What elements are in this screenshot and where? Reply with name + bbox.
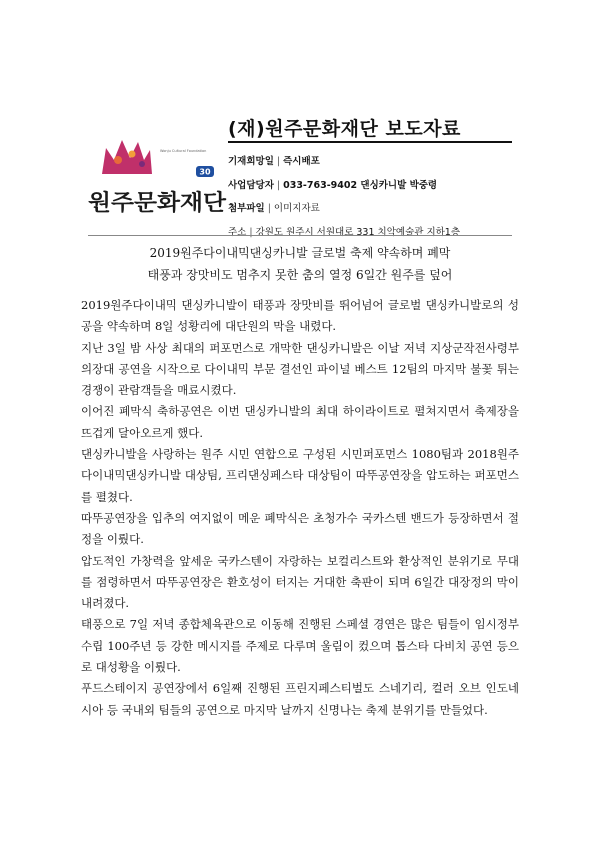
headline-line-2: 태풍과 장맛비도 멈추지 못한 춤의 열정 6일간 원주를 덮어: [147, 268, 453, 282]
body-paragraph: 푸드스테이지 공연장에서 6일째 진행된 프린지페스티벌도 스네기리, 컬러 오브 인도네시아 등 국내외 팀들의 공연으로 마지막 날까지 신명나는 축제 분위기를 만들었다.: [81, 681, 519, 717]
info-label: 기재희망일: [228, 156, 274, 167]
info-value: 033-763-9402 댄싱카니발 박중령: [283, 180, 438, 191]
body-paragraph: 2019원주다이내믹 댄싱카니발이 태풍과 장맛비를 뛰어넘어 글로벌 댄싱카니발로의 성공을 약속하며 8일 성황리에 대단원의 막을 내렸다.: [81, 298, 519, 334]
headline-line-1: 2019원주다이내믹댄싱카니발 글로벌 축제 약속하며 폐막: [149, 246, 451, 260]
article-body: [81, 295, 519, 721]
title-divider: [228, 141, 512, 143]
logo-badge-text: 30: [199, 167, 211, 177]
body-paragraph: 댄싱카니발을 사랑하는 원주 시민 연합으로 구성된 시민퍼포먼스 1080팀과 2018원주다이내믹댄싱카니발 대상팀, 프리댄싱페스타 대상팀이 따뚜공연장을 압도하는 퍼포먼스를 펼쳤다.: [81, 447, 519, 504]
info-label: 사업담당자: [228, 180, 274, 191]
body-paragraph: 따뚜공연장을 입추의 여지없이 메운 폐막식은 초청가수 국카스텐 밴드가 등장하면서 절정을 이뤘다.: [81, 510, 519, 547]
info-row-attachment: 첨부파일 | 이미지자료: [228, 203, 320, 214]
info-value: 이미지자료: [273, 203, 320, 214]
logo-text: 원주문화재단: [88, 191, 216, 216]
logo-emblem-icon: [102, 140, 152, 174]
info-row-contact: 사업담당자 | 033-763-9402 댄싱카니발 박중령: [228, 180, 438, 191]
info-value: 강원도 원주시 서원대로 331 치악예술관 지하1층: [255, 227, 461, 238]
info-label: 첨부파일: [228, 203, 265, 214]
body-paragraph: 압도적인 가창력을 앞세운 국카스텐이 자랑하는 보컬리스트와 환상적인 분위기로 무대를 점령하면서 따뚜공연장은 환호성이 터지는 거대한 축판이 되며 6일간 대장정의 막이 내려졌다.: [81, 553, 519, 611]
body-paragraph: 태풍으로 7일 저녁 종합체육관으로 이동해 진행된 스페셜 경연은 많은 팀들이 임시정부수립 100주년 등 강한 메시지를 주제로 다루며 울림이 컸으며 톱스타 다비치 공연 등으로 대성황을 이뤘다.: [81, 617, 519, 675]
logo-small-text: Wonju Cultural Foundation: [160, 149, 207, 153]
info-label: 주소: [228, 227, 247, 238]
body-paragraph: 이어진 폐막식 축하공연은 이번 댄싱카니발의 최대 하이라이트로 펼쳐지면서 축제장을 뜨겁게 달아오르게 했다.: [81, 404, 519, 440]
info-row-release: 기재희망일 | 즉시배포: [228, 156, 320, 167]
header-divider: [88, 235, 512, 236]
wonju-cultural-foundation-logo: [88, 130, 230, 222]
body-paragraph: 지난 3일 밤 사상 최대의 퍼포먼스로 개막한 댄싱카니발은 이날 저녁 지상군작전사령부 의장대 공연을 시작으로 다이내믹 부문 결선인 파이널 베스트 12팀의 마지막 불꽃 튀는 경쟁이 관람객들을 매료시켰다.: [81, 340, 519, 398]
page-title: (재)원주문화재단 보도자료: [228, 118, 461, 140]
info-row-address: 주소 | 강원도 원주시 서원대로 331 치악예술관 지하1층: [228, 227, 461, 238]
info-value: 즉시배포: [283, 156, 320, 167]
